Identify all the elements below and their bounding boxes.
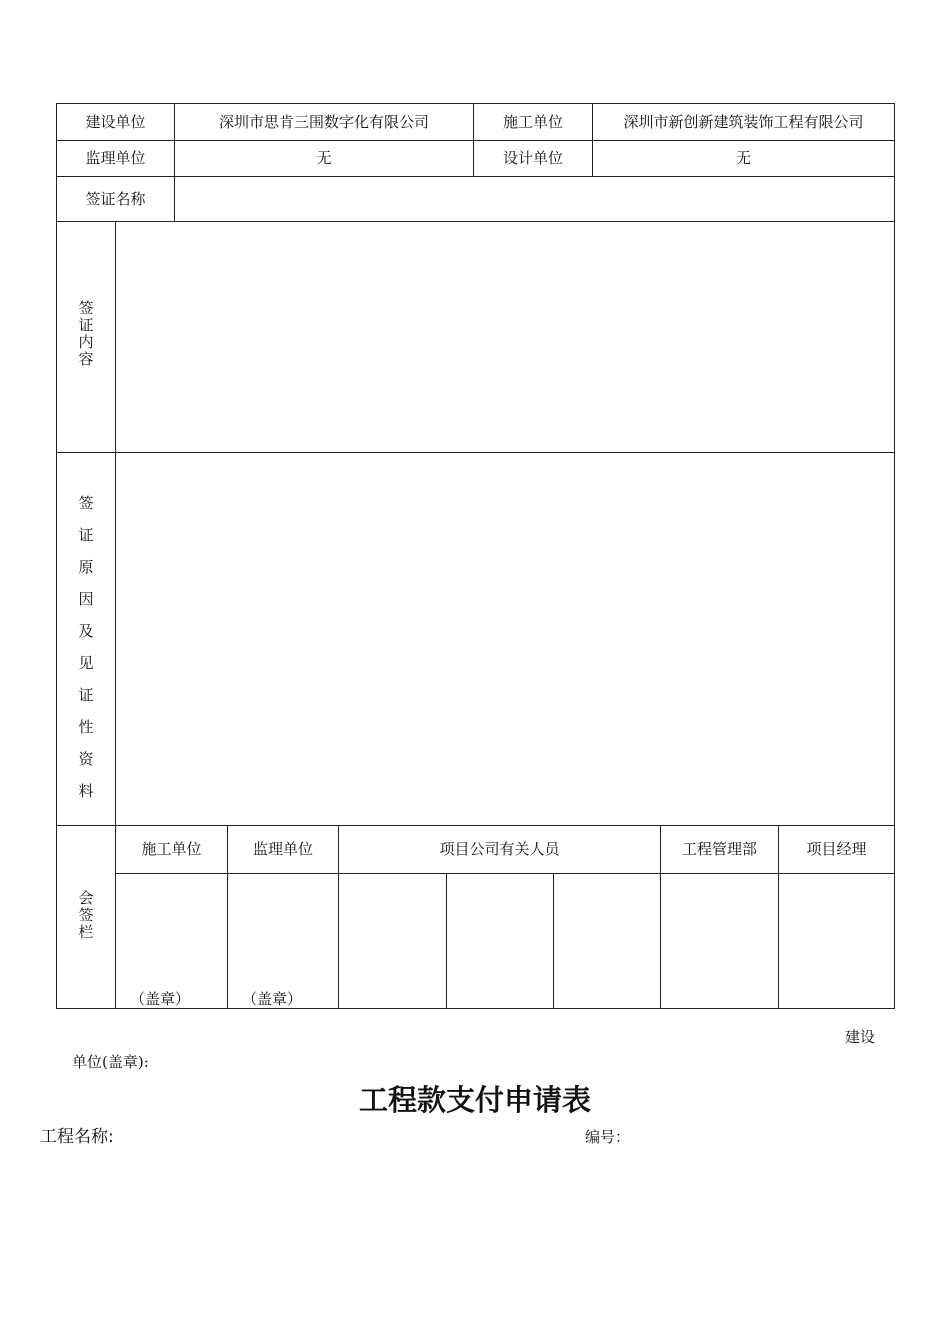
reason-label-char: 及 xyxy=(78,622,94,640)
visa-name-value-cell[interactable] xyxy=(174,176,895,222)
content-label-char: 证 xyxy=(78,316,94,334)
cs-header-supervisor-label: 监理单位 xyxy=(252,840,313,858)
designer-value-cell xyxy=(592,140,895,177)
owner-value-cell xyxy=(174,103,474,141)
supervisor-label-cell xyxy=(56,140,175,177)
designer-value: 无 xyxy=(735,149,751,167)
cs-sign-engineering-dept[interactable] xyxy=(660,873,779,1009)
cs-header-engineering-dept-label: 工程管理部 xyxy=(681,840,757,858)
countersign-label-cell xyxy=(56,825,116,1009)
cs-header-project-manager-label: 项目经理 xyxy=(806,840,867,858)
content-label-char: 容 xyxy=(78,350,94,368)
cs-header-project-manager xyxy=(778,825,895,874)
designer-label: 设计单位 xyxy=(502,149,563,167)
contractor-label-cell xyxy=(473,103,593,141)
cs-sign-supervisor[interactable] xyxy=(227,873,339,1009)
reason-label xyxy=(57,487,115,807)
countersign-label-char: 签 xyxy=(78,906,94,924)
reason-label-cell xyxy=(56,452,116,826)
cs-header-project-company-label: 项目公司有关人员 xyxy=(439,840,560,858)
reason-label-char: 原 xyxy=(78,558,94,576)
supervisor-value: 无 xyxy=(316,149,332,167)
supervisor-label: 监理单位 xyxy=(85,149,146,167)
contractor-label: 施工单位 xyxy=(502,113,563,131)
cs-sign-project-company-1[interactable] xyxy=(338,873,447,1009)
footer-owner-stamp: 单位(盖章): xyxy=(72,1053,149,1071)
footer-owner-word: 建设 xyxy=(845,1028,876,1046)
reason-label-char: 资 xyxy=(78,750,94,768)
owner-label-cell xyxy=(56,103,175,141)
reason-label-char: 料 xyxy=(78,782,94,800)
stamp-note-contractor: （盖章） xyxy=(130,990,191,1008)
designer-label-cell xyxy=(473,140,593,177)
cs-header-supervisor xyxy=(227,825,339,874)
reason-label-char: 签 xyxy=(78,494,94,512)
reason-label-char: 因 xyxy=(78,590,94,608)
visa-name-label-cell xyxy=(56,176,175,222)
content-label-cell xyxy=(56,221,116,453)
cs-sign-contractor[interactable] xyxy=(115,873,228,1009)
countersign-label-char: 栏 xyxy=(78,923,94,941)
cs-sign-project-company-2[interactable] xyxy=(446,873,554,1009)
cs-header-project-company xyxy=(338,825,661,874)
countersign-label-char: 会 xyxy=(78,889,94,907)
contractor-value-cell xyxy=(592,103,895,141)
cs-header-engineering-dept xyxy=(660,825,779,874)
content-area[interactable] xyxy=(115,221,895,453)
content-label-char: 内 xyxy=(78,333,94,351)
contractor-value: 深圳市新创新建筑装饰工程有限公司 xyxy=(623,113,864,131)
visa-name-label: 签证名称 xyxy=(85,190,146,208)
owner-label: 建设单位 xyxy=(85,113,146,131)
project-name-label: 工程名称: xyxy=(40,1127,114,1147)
cs-sign-project-manager[interactable] xyxy=(778,873,895,1009)
reason-label-char: 性 xyxy=(78,718,94,736)
reason-area[interactable] xyxy=(115,452,895,826)
content-label xyxy=(57,300,115,368)
reason-label-char: 证 xyxy=(78,686,94,704)
content-label-char: 签 xyxy=(78,299,94,317)
reason-label-char: 证 xyxy=(78,526,94,544)
form-number-label: 编号： xyxy=(585,1128,631,1146)
cs-header-contractor xyxy=(115,825,228,874)
reason-label-char: 见 xyxy=(78,654,94,672)
stamp-note-supervisor: （盖章） xyxy=(242,990,303,1008)
cs-header-contractor-label: 施工单位 xyxy=(141,840,202,858)
countersign-label xyxy=(57,890,115,941)
cs-sign-project-company-3[interactable] xyxy=(553,873,661,1009)
owner-value: 深圳市思肯三围数字化有限公司 xyxy=(218,113,429,131)
supervisor-value-cell xyxy=(174,140,474,177)
payment-form-title: 工程款支付申请表 xyxy=(358,1083,591,1117)
